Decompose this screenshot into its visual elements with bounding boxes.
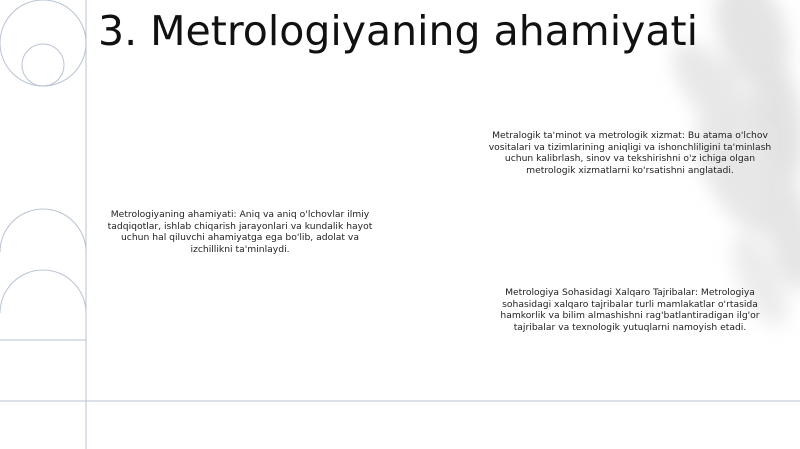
inner-circle — [22, 44, 64, 86]
metrology-support-text: Metralogik ta'minot va metrologik xizmat: Bu atama o'lchov vositalari va tizimlarining aniqligi va ishonchliligini ta'minlash uchun kalibrlash, sinov va tekshirishni o'z ichiga olgan metrologik xizmatlarni ko'rsatishni anglatadi. — [488, 130, 772, 176]
international-practices-text: Metrologiya Sohasidagi Xalqaro Tajribalar: Metrologiya sohasidagi xalqaro tajribalar turli mamlakatlar o'rtasida hamkorlik va bilim almashishni rag'batlantiradigan ilg'or tajribalar va texnologik yutuqlarni namoyish etadi. — [500, 287, 760, 333]
outer-circle — [0, 0, 86, 86]
slide-title: 3. Metrologiyaning ahamiyati — [98, 7, 698, 55]
importance-text: Metrologiyaning ahamiyati: Aniq va aniq o'lchovlar ilmiy tadqiqotlar, ishlab chiqarish jarayonlari va kundalik hayot uchun hal qiluvchi ahamiyatga ega bo'lib, adolat va izchillikni ta'minlaydi. — [107, 209, 373, 255]
lower-arch — [0, 270, 86, 313]
upper-arch — [0, 209, 86, 252]
